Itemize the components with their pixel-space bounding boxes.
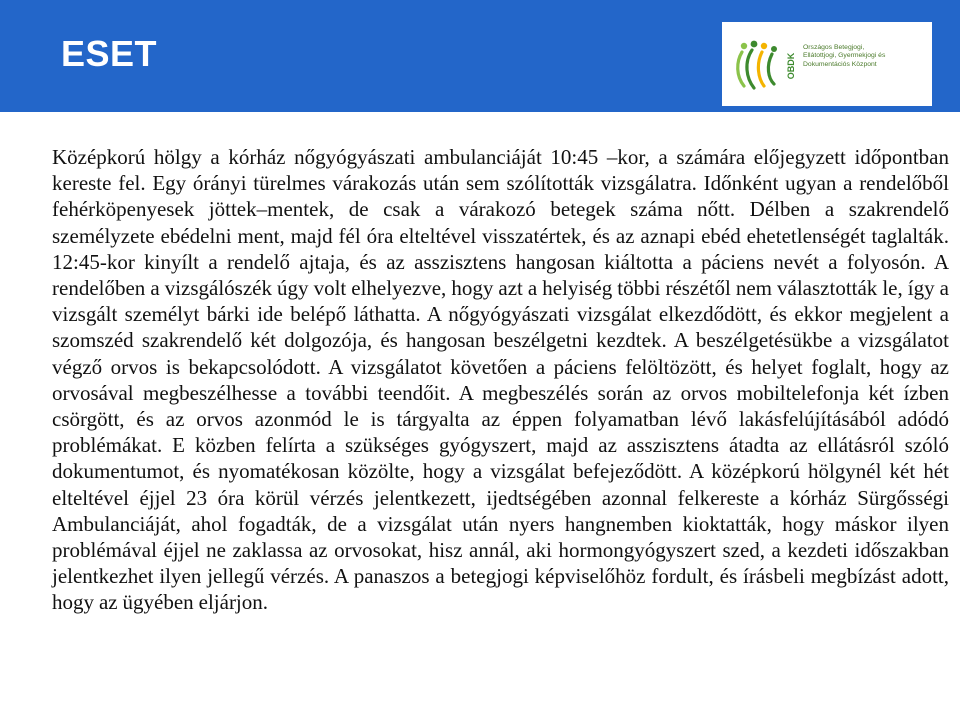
- oebdk-logo: [722, 22, 932, 106]
- logo-line: Ellátottjogi, Gyermekjogi és: [803, 52, 886, 60]
- logo-line: Dokumentációs Központ: [803, 60, 877, 68]
- logo-line: Országos Betegjogi,: [803, 44, 865, 51]
- slide-title: ESET: [61, 33, 158, 74]
- logo-vertical-text: OBDK: [786, 52, 796, 80]
- logo-text: [803, 44, 885, 69]
- case-description: Középkorú hölgy a kórház nőgyógyászati ambulanciáját 10:45 –kor, a számára előjegyzett időpontban kereste fel. Egy órányi türelmes várakozás után sem szólították vizsgálatra. Időnként ugyan a rendelőből fehérköpenyesek jöttek–mentek, de csak a várakozó betegek száma nőtt. Délben a szakrendelő személyzete ebédelni ment, majd fél óra elteltével visszatértek, és az aznapi ebéd ehetetlenségét taglalták. 12:45-kor kinyílt a rendelő ajtaja, és az asszisztens hangosan kiáltotta a páciens nevét a folyosón. A rendelőben a vizsgálószék úgy volt elhelyezve, hogy azt a helyiség többi részétől nem választották le, így a vizsgált személyt bárki ide belépő láthatta. A nőgyógyászati vizsgálat elkezdődött, és ekkor megjelent a szomszéd szakrendelő két dolgozója, és hangosan beszélgetni kezdtek. A beszélgetésükbe a vizsgálatot végző orvos is bekapcsolódott. A vizsgálatot követően a páciens felöltözött, és helyet foglalt, hogy az orvosával megbeszélhesse a további teendőit. A megbeszélés során az orvos mobiltelefonja két ízben csörgött, és az orvos azonmód le is tárgyalta az éppen folyamatban lévő lakásfelújításából adódó problémákat. E közben felírta a szükséges gyógyszert, majd az asszisztens átadta az ellátásról szóló dokumentumot, és nyomatékosan közölte, hogy a vizsgálat befejeződött. A középkorú hölgynél két hét elteltével éjjel 23 óra körül vérzés jelentkezett, ijedtségében azonnal felkereste a kórház Sürgősségi Ambulanciáját, ahol fogadták, de a vizsgálat után nyers hangnemben kioktatták, hogy máskor ilyen problémával éjjel ne zaklassa az orvosokat, hisz annál, aki hormongyógyszert szed, a kezdeti időszakban jelentkezhet ilyen jellegű vérzés. A panaszos a betegjogi képviselőhöz fordult, és írásbeli megbízást adott, hogy az ügyében eljárjon.: [52, 145, 949, 615]
- title-bar: [0, 0, 960, 112]
